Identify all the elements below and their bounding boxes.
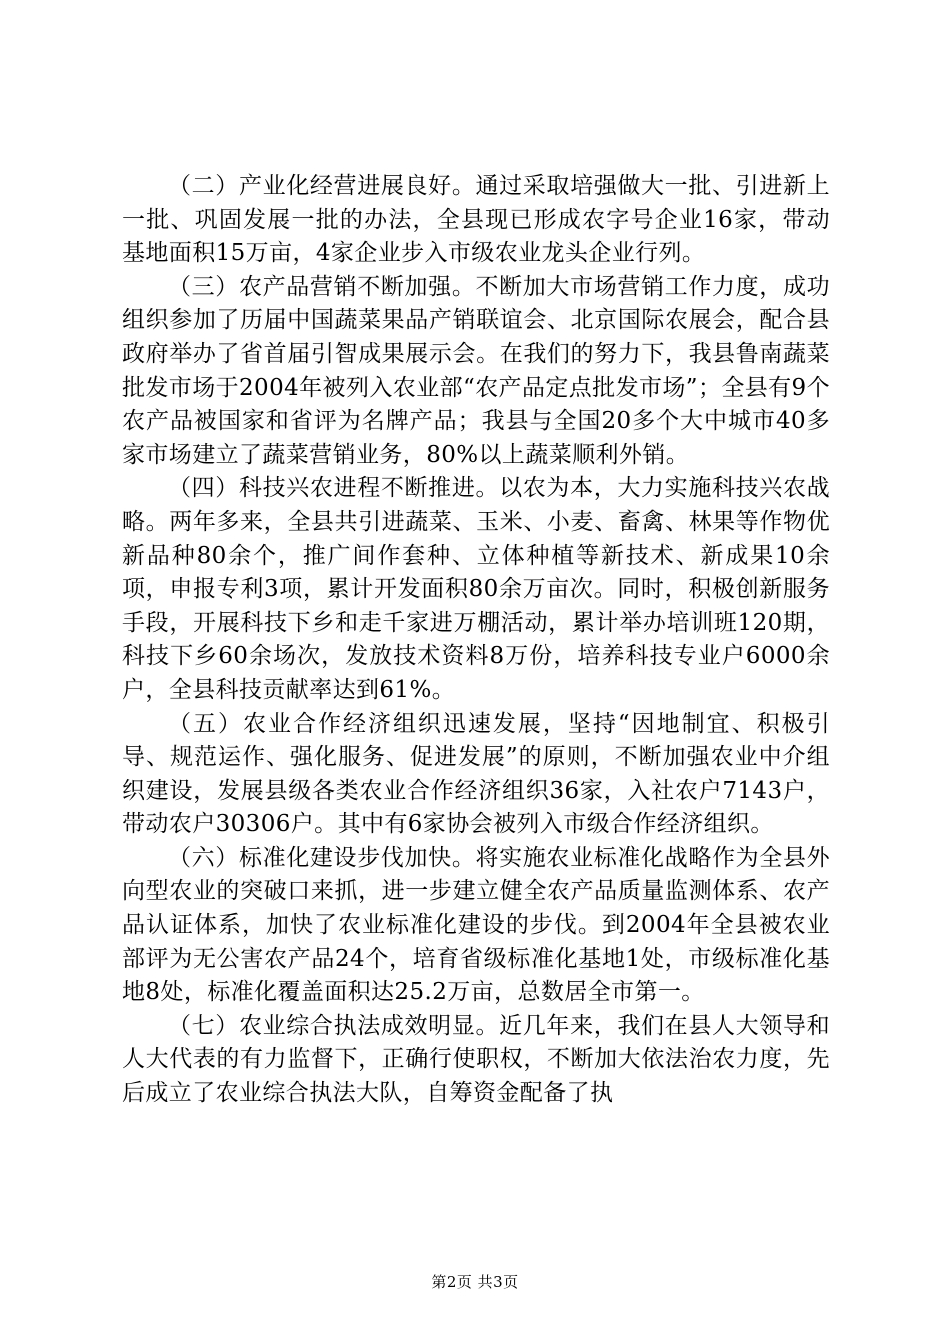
paragraph-industrialization: （二）产业化经营进展良好。通过采取培强做大一批、引进新上一批、巩固发展一批的办法，全县现已形成农字号企业16家，带动基地面积15万亩，4家企业步入市级农业龙头企业行列。: [122, 173, 830, 267]
document-body: [122, 170, 830, 1111]
paragraph-marketing: （三）农产品营销不断加强。不断加大市场营销工作力度，成功组织参加了历届中国蔬菜果品产销联谊会、北京国际农展会，配合县政府举办了省首届引智成果展示会。在我们的努力下，我县鲁南蔬菜批发市场于2004年被列入农业部“农产品定点批发市场”；全县有9个农产品被国家和省评为名牌产品；我县与全国20多个大中城市40多家市场建立了蔬菜营销业务，80%以上蔬菜顺利外销。: [122, 273, 830, 468]
paragraph-technology: （四）科技兴农进程不断推进。以农为本，大力实施科技兴农战略。两年多来，全县共引进蔬菜、玉米、小麦、畜禽、林果等作物优新品种80余个，推广间作套种、立体种植等新技术、新成果10余项，申报专利3项，累计开发面积80余万亩次。同时，积极创新服务手段，开展科技下乡和走千家进万棚活动，累计举办培训班120期，科技下乡60余场次，发放技术资料8万份，培养科技专业户6000余户，全县科技贡献率达到61%。: [122, 475, 830, 703]
paragraph-law-enforcement: （七）农业综合执法成效明显。近几年来，我们在县人大领导和人大代表的有力监督下，正确行使职权，不断加大依法治农力度，先后成立了农业综合执法大队，自筹资金配备了执: [122, 1012, 830, 1107]
page-number-footer: 第2页 共3页: [431, 1273, 519, 1291]
paragraph-standardization: （六）标准化建设步伐加快。将实施农业标准化战略作为全县外向型农业的突破口来抓，进一步建立健全农产品质量监测体系、农产品认证体系，加快了农业标准化建设的步伐。到2004年全县被农业部评为无公害农产品24个，培育省级标准化基地1处，市级标准化基地8处，标准化覆盖面积达25.2万亩，总数居全市第一。: [122, 844, 830, 1006]
paragraph-cooperatives: （五）农业合作经济组织迅速发展，坚持“因地制宜、积极引导、规范运作、强化服务、促进发展”的原则，不断加强农业中介组织建设，发展县级各类农业合作经济组织36家，入社农户7143户，带动农户30306户。其中有6家协会被列入市级合作经济组织。: [122, 710, 830, 838]
